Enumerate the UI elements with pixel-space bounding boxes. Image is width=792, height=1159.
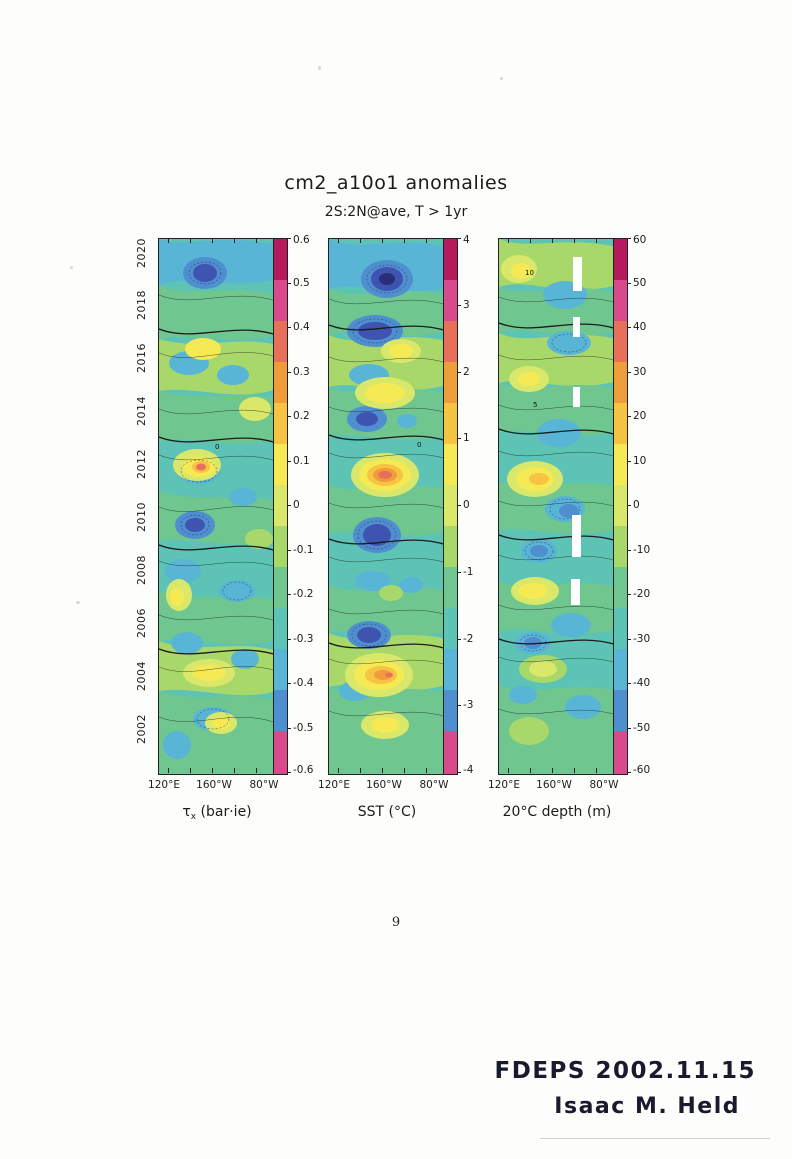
x-tick-label: 80°W [419, 779, 449, 791]
panel-caption-1-text: (bar·ie) [200, 804, 252, 820]
cbar-segment [614, 321, 627, 362]
scan-speck [70, 266, 73, 269]
cbar-segment [274, 321, 287, 362]
cbar-segment [444, 362, 457, 403]
cbar-segment [614, 608, 627, 649]
cbar-tick-label: 30 [633, 366, 647, 378]
year-tick-label: 2012 [135, 449, 148, 479]
bottom-tick-marks [498, 768, 616, 773]
x-tick-label: 160°W [536, 779, 572, 791]
year-tick-label: 2014 [135, 396, 148, 426]
cbar-segment [614, 280, 627, 321]
contour-label-layer-2 [329, 239, 447, 774]
cbar-tick-label: 10 [633, 455, 647, 467]
cbar-tick-label: 0.6 [293, 234, 310, 246]
year-tick-label: 2018 [135, 290, 148, 320]
cbar-segment [444, 690, 457, 731]
panel-caption-1 [137, 804, 297, 820]
cbar-segment [444, 444, 457, 485]
cbar-segment [274, 280, 287, 321]
cbar-tick-label: 2 [463, 366, 470, 378]
cbar-segment [444, 321, 457, 362]
cbar-tick-label: -0.5 [293, 722, 314, 734]
year-tick-label: 2010 [135, 502, 148, 532]
x-tick-label: 80°W [249, 779, 279, 791]
cbar-segment [614, 649, 627, 690]
cbar-tick-label: -0.1 [293, 544, 314, 556]
cbar-tick-label: 0 [463, 499, 470, 511]
cbar-segment [274, 649, 287, 690]
cbar-segment [444, 649, 457, 690]
cbar-tick-label: 3 [463, 299, 470, 311]
cbar-tick-label: -0.3 [293, 633, 314, 645]
cbar-tick-label: 40 [633, 321, 647, 333]
colorbar-panel1 [273, 238, 288, 775]
cbar-segment [274, 567, 287, 608]
year-tick-label: 2020 [135, 238, 148, 268]
contour-label-10: 10 [525, 269, 534, 277]
contour-label-layer-1 [159, 239, 277, 774]
handwritten-signature: Isaac M. Held [554, 1094, 740, 1119]
cbar-tick-label: -0.2 [293, 588, 314, 600]
top-tick-marks [328, 238, 446, 243]
cbar-segment [444, 526, 457, 567]
cbar-tick-label: 0 [633, 499, 640, 511]
cbar-segment [274, 690, 287, 731]
cbar-segment [614, 444, 627, 485]
x-tick-label: 120°E [488, 779, 520, 791]
cbar-segment [274, 444, 287, 485]
cbar-tick-label: -1 [463, 566, 474, 578]
cbar-tick-label: -40 [633, 677, 651, 689]
cbar-segment [614, 239, 627, 280]
scan-speck [500, 77, 503, 80]
colorbar-labels-panel3 [627, 234, 661, 776]
cbar-tick-label: -0.4 [293, 677, 314, 689]
scan-speck [318, 66, 321, 70]
plot-area-zonal-wind-stress [158, 238, 278, 775]
cbar-segment [444, 567, 457, 608]
page-number: 9 [391, 915, 401, 930]
x-tick-label: 160°W [196, 779, 232, 791]
cbar-tick-label: 0.4 [293, 321, 310, 333]
cbar-tick-label: 0.2 [293, 410, 310, 422]
contour-label-layer-3 [499, 239, 617, 774]
handwritten-date: FDEPS 2002.11.15 [494, 1058, 756, 1084]
cbar-tick-label: 0.5 [293, 277, 310, 289]
cbar-tick-label: -4 [463, 764, 474, 776]
cbar-segment [444, 403, 457, 444]
cbar-tick-label: -2 [463, 633, 474, 645]
year-tick-label: 2008 [135, 555, 148, 585]
cbar-tick-label: 0 [293, 499, 300, 511]
colorbar-panel2 [443, 238, 458, 775]
cbar-segment [274, 239, 287, 280]
cbar-segment [614, 485, 627, 526]
x-tick-label: 120°E [318, 779, 350, 791]
x-tick-label: 80°W [589, 779, 619, 791]
panel-caption-3: 20°C depth (m) [502, 804, 612, 820]
top-tick-marks [158, 238, 276, 243]
top-tick-marks [498, 238, 616, 243]
cbar-segment [444, 485, 457, 526]
cbar-tick-label: 60 [633, 234, 647, 246]
cbar-tick-label: 20 [633, 410, 647, 422]
cbar-segment [614, 731, 627, 774]
cbar-tick-label: -50 [633, 722, 651, 734]
cbar-segment [444, 608, 457, 649]
cbar-segment [614, 526, 627, 567]
year-tick-label: 2016 [135, 343, 148, 373]
year-tick-label: 2006 [135, 608, 148, 638]
colorbar-labels-panel2 [457, 234, 491, 776]
cbar-tick-label: 1 [463, 432, 470, 444]
x-tick-label: 160°W [366, 779, 402, 791]
cbar-tick-label: -30 [633, 633, 651, 645]
cbar-segment [274, 731, 287, 774]
cbar-segment [274, 362, 287, 403]
tau-symbol: τ [182, 804, 191, 820]
year-tick-label: 2004 [135, 661, 148, 691]
chart-subtitle: 2S:2N@ave, T > 1yr [324, 204, 468, 220]
chart-title: cm2_a10o1 anomalies [284, 172, 508, 194]
cbar-tick-label: 50 [633, 277, 647, 289]
svg-text:0: 0 [215, 443, 220, 451]
cbar-segment [274, 608, 287, 649]
cbar-segment [274, 485, 287, 526]
cbar-tick-label: -3 [463, 699, 474, 711]
cbar-segment [614, 403, 627, 444]
plot-area-twenty-degree-isotherm-depth [498, 238, 618, 775]
contour-label-5: 5 [533, 401, 538, 409]
year-tick-label: 2002 [135, 714, 148, 744]
page-edge-line [540, 1138, 770, 1139]
colorbar-panel3 [613, 238, 628, 775]
scan-speck [76, 601, 80, 604]
svg-text:0: 0 [417, 441, 422, 449]
cbar-tick-label: -10 [633, 544, 651, 556]
cbar-tick-label: -20 [633, 588, 651, 600]
cbar-tick-label: 0.3 [293, 366, 310, 378]
bottom-tick-marks [158, 768, 276, 773]
cbar-segment [444, 731, 457, 774]
x-tick-label: 120°E [148, 779, 180, 791]
cbar-segment [274, 526, 287, 567]
plot-area-sea-surface-temperature [328, 238, 448, 775]
cbar-tick-label: 0.1 [293, 455, 310, 467]
year-axis [108, 238, 154, 773]
cbar-segment [274, 403, 287, 444]
cbar-tick-label: -60 [633, 764, 651, 776]
cbar-segment [444, 239, 457, 280]
cbar-segment [444, 280, 457, 321]
cbar-tick-label: 4 [463, 234, 470, 246]
cbar-segment [614, 690, 627, 731]
cbar-segment [614, 362, 627, 403]
cbar-tick-label: -0.6 [293, 764, 314, 776]
colorbar-labels-panel1 [287, 234, 321, 776]
panel-caption-2: SST (°C) [357, 804, 417, 820]
tau-subscript: x [190, 812, 197, 822]
bottom-tick-marks [328, 768, 446, 773]
cbar-segment [614, 567, 627, 608]
